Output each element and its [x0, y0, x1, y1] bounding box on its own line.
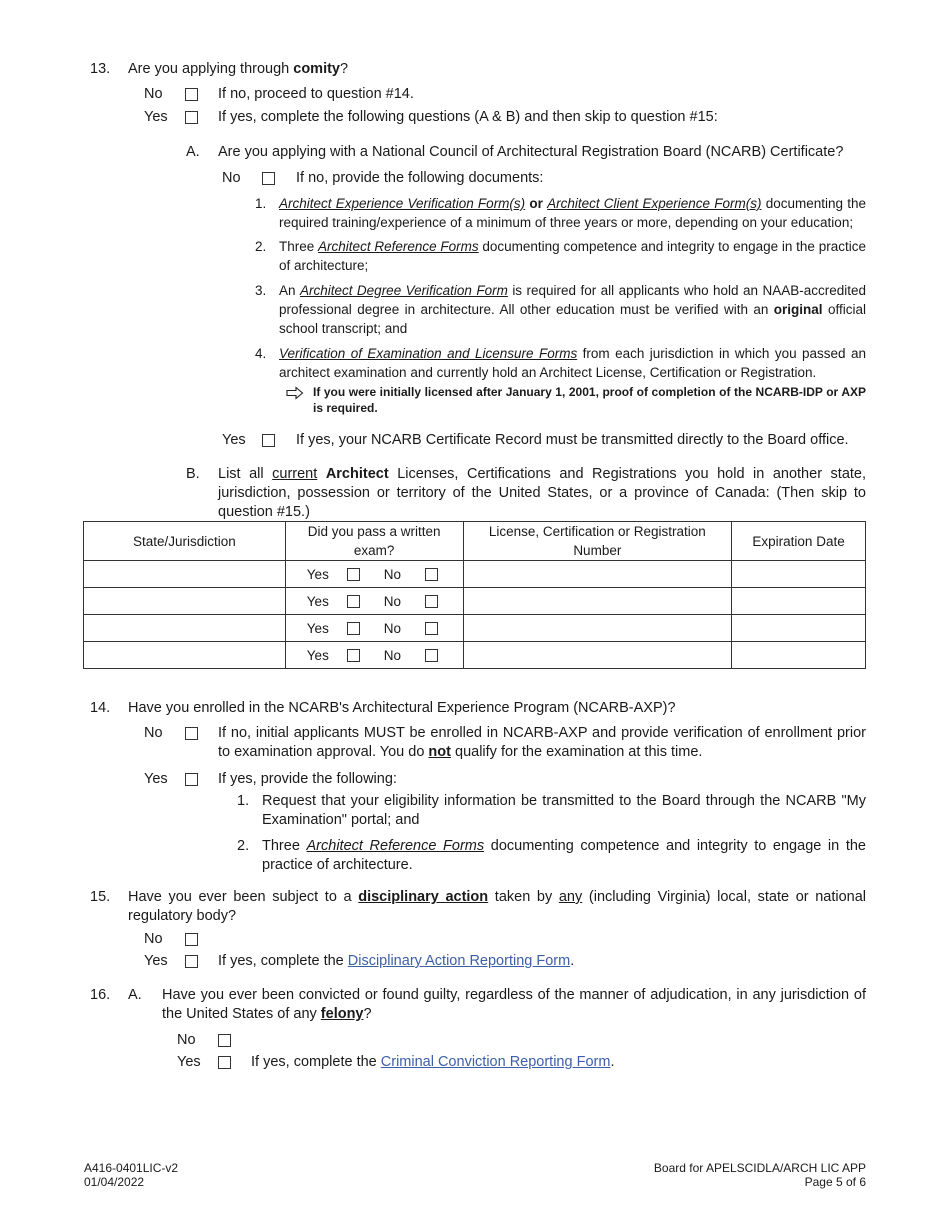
- q14-item-2: Three Architect Reference Forms documenting competence and integrity to engage in the practice of architecture.: [262, 838, 866, 873]
- exam-yes-label: Yes: [306, 648, 329, 663]
- architect-client-experience-link[interactable]: Architect Client Experience Form(s): [547, 196, 762, 211]
- q16-no-label: No: [177, 1032, 196, 1048]
- q13a-letter: A.: [186, 144, 200, 160]
- exam-yes-checkbox[interactable]: [347, 622, 360, 635]
- q13a-question: Are you applying with a National Council of Architectural Registration Board (NCARB) Certificate?: [218, 144, 844, 160]
- q15-yes-text: If yes, complete the Disciplinary Action Reporting Form.: [218, 953, 575, 969]
- exam-no-label: No: [383, 648, 402, 663]
- number-cell[interactable]: [463, 588, 732, 615]
- q14-number: 14.: [90, 700, 111, 716]
- q13-yes-checkbox[interactable]: [185, 111, 198, 124]
- exam-yes-checkbox[interactable]: [347, 568, 360, 581]
- q13a-item-3: An Architect Degree Verification Form is required for all applicants who hold an NAAB-accredited professional degree in architecture. All other education must be verified with an original official school transcript; and: [279, 283, 866, 336]
- expiration-cell[interactable]: [732, 561, 866, 588]
- exam-no-checkbox[interactable]: [425, 568, 438, 581]
- q15-yes-checkbox[interactable]: [185, 955, 198, 968]
- q13a-yes-text: If yes, your NCARB Certificate Record must be transmitted directly to the Board office.: [296, 432, 849, 448]
- q13a-item-1: Architect Experience Verification Form(s) or Architect Client Experience Form(s) documenting the required training/experience of a minimum of three years or more, depending on your education;: [279, 196, 866, 230]
- table-row: [84, 615, 866, 642]
- exam-yes-checkbox[interactable]: [347, 649, 360, 662]
- column-header-exam: Did you pass a written exam?: [285, 522, 463, 561]
- footer-right: [654, 1161, 866, 1189]
- q15-yes-label: Yes: [144, 953, 168, 969]
- exam-yes-label: Yes: [306, 567, 329, 582]
- form-date: 01/04/2022: [84, 1175, 145, 1189]
- license-table: [83, 521, 866, 669]
- q15-no-label: No: [144, 931, 163, 947]
- exam-no-checkbox[interactable]: [425, 622, 438, 635]
- footer-left: [84, 1161, 178, 1189]
- q13-yes-label: Yes: [144, 109, 168, 125]
- q13-no-label: No: [144, 86, 163, 102]
- q14-yes-label: Yes: [144, 771, 168, 787]
- column-header-expiration: Expiration Date: [732, 522, 866, 561]
- form-id: A416-0401LIC-v2: [84, 1161, 179, 1175]
- architect-reference-forms-link[interactable]: Architect Reference Forms: [306, 838, 485, 854]
- q16-yes-label: Yes: [177, 1054, 201, 1070]
- exam-yes-checkbox[interactable]: [347, 595, 360, 608]
- architect-experience-verification-link[interactable]: Architect Experience Verification Form(s): [279, 196, 526, 211]
- exam-yes-label: Yes: [306, 621, 329, 636]
- q13-no-checkbox[interactable]: [185, 88, 198, 101]
- q15-number: 15.: [90, 889, 111, 905]
- q14-no-checkbox[interactable]: [185, 727, 198, 740]
- exam-no-label: No: [383, 621, 402, 636]
- exam-no-label: No: [383, 567, 402, 582]
- q16-number: 16.: [90, 987, 111, 1003]
- exam-yes-label: Yes: [306, 594, 329, 609]
- q14-item-2-number: 2.: [237, 838, 250, 854]
- q13a-no-text: If no, provide the following documents:: [296, 170, 544, 186]
- q13a-no-label: No: [222, 170, 241, 186]
- q16-yes-text: If yes, complete the Criminal Conviction Reporting Form.: [251, 1054, 615, 1070]
- number-cell[interactable]: [463, 561, 732, 588]
- q13a-item-4-number: 4.: [255, 346, 267, 361]
- q14-question: Have you enrolled in the NCARB's Architectural Experience Program (NCARB-AXP)?: [128, 700, 676, 716]
- q13a-item-2-number: 2.: [255, 239, 267, 254]
- q13a-item-2: Three Architect Reference Forms documenting competence and integrity to engage in the practice of architecture;: [279, 239, 866, 273]
- state-cell[interactable]: [84, 615, 286, 642]
- q13a-note: If you were initially licensed after January 1, 2001, proof of completion of the NCARB-IDP or AXP is required.: [313, 385, 866, 415]
- q14-item-1: Request that your eligibility information be transmitted to the Board through the NCARB "My Examination" portal; and: [262, 793, 866, 828]
- q13a-item-3-number: 3.: [255, 283, 267, 298]
- q13a-yes-checkbox[interactable]: [262, 434, 275, 447]
- number-cell[interactable]: [463, 642, 732, 669]
- q13a-item-4: Verification of Examination and Licensure Forms from each jurisdiction in which you passed an architect examination and currently hold an Architect License, Certification or Registration.: [279, 346, 866, 380]
- column-header-state: State/Jurisdiction: [84, 522, 286, 561]
- q13-yes-text: If yes, complete the following questions (A & B) and then skip to question #15:: [218, 109, 718, 125]
- q16-no-checkbox[interactable]: [218, 1034, 231, 1047]
- table-row: [84, 561, 866, 588]
- arrow-right-icon: [286, 386, 304, 406]
- exam-no-checkbox[interactable]: [425, 595, 438, 608]
- q13-question: Are you applying through comity?: [128, 61, 349, 77]
- q13b-text: List all current Architect Licenses, Certifications and Registrations you hold in another state, jurisdiction, possession or territory of the United States, or a province of Canada: (Then skip to question #15.): [218, 466, 867, 520]
- expiration-cell[interactable]: [732, 615, 866, 642]
- table-row: [84, 588, 866, 615]
- verification-examination-licensure-link[interactable]: Verification of Examination and Licensure Forms: [279, 346, 578, 361]
- table-row: [84, 642, 866, 669]
- number-cell[interactable]: [463, 615, 732, 642]
- q15-question: Have you ever been subject to a disciplinary action taken by any (including Virginia) local, state or national regulatory body?: [128, 889, 867, 924]
- q13-number: 13.: [90, 61, 111, 77]
- exam-no-checkbox[interactable]: [425, 649, 438, 662]
- q16-question: Have you ever been convicted or found guilty, regardless of the manner of adjudication, in any jurisdiction of the United States of any felony?: [162, 987, 866, 1022]
- architect-reference-forms-link[interactable]: Architect Reference Forms: [318, 239, 479, 254]
- column-header-number: License, Certification or Registration Number: [463, 522, 732, 561]
- q13b-letter: B.: [186, 466, 200, 482]
- expiration-cell[interactable]: [732, 588, 866, 615]
- exam-no-label: No: [383, 594, 402, 609]
- q13a-item-1-number: 1.: [255, 196, 267, 211]
- q14-item-1-number: 1.: [237, 793, 250, 809]
- q14-no-label: No: [144, 725, 163, 741]
- page-number: Page 5 of 6: [804, 1175, 866, 1189]
- disciplinary-action-form-link[interactable]: Disciplinary Action Reporting Form: [347, 953, 571, 969]
- state-cell[interactable]: [84, 561, 286, 588]
- q14-yes-checkbox[interactable]: [185, 773, 198, 786]
- q14-yes-text: If yes, provide the following:: [218, 771, 397, 787]
- q13a-yes-label: Yes: [222, 432, 246, 448]
- q16-yes-checkbox[interactable]: [218, 1056, 231, 1069]
- q15-no-checkbox[interactable]: [185, 933, 198, 946]
- q16-letter: A.: [128, 987, 142, 1003]
- state-cell[interactable]: [84, 642, 286, 669]
- architect-degree-verification-link[interactable]: Architect Degree Verification Form: [299, 283, 508, 298]
- state-cell[interactable]: [84, 588, 286, 615]
- q13-no-text: If no, proceed to question #14.: [218, 86, 414, 102]
- q13a-no-checkbox[interactable]: [262, 172, 275, 185]
- board-name: Board for APELSCIDLA/ARCH LIC APP: [653, 1161, 866, 1175]
- q14-no-text: If no, initial applicants MUST be enrolled in NCARB-AXP and provide verification of enrollment prior to examination approval. You do not qualify for the examination at this time.: [218, 725, 866, 760]
- expiration-cell[interactable]: [732, 642, 866, 669]
- criminal-conviction-form-link[interactable]: Criminal Conviction Reporting Form: [380, 1054, 611, 1070]
